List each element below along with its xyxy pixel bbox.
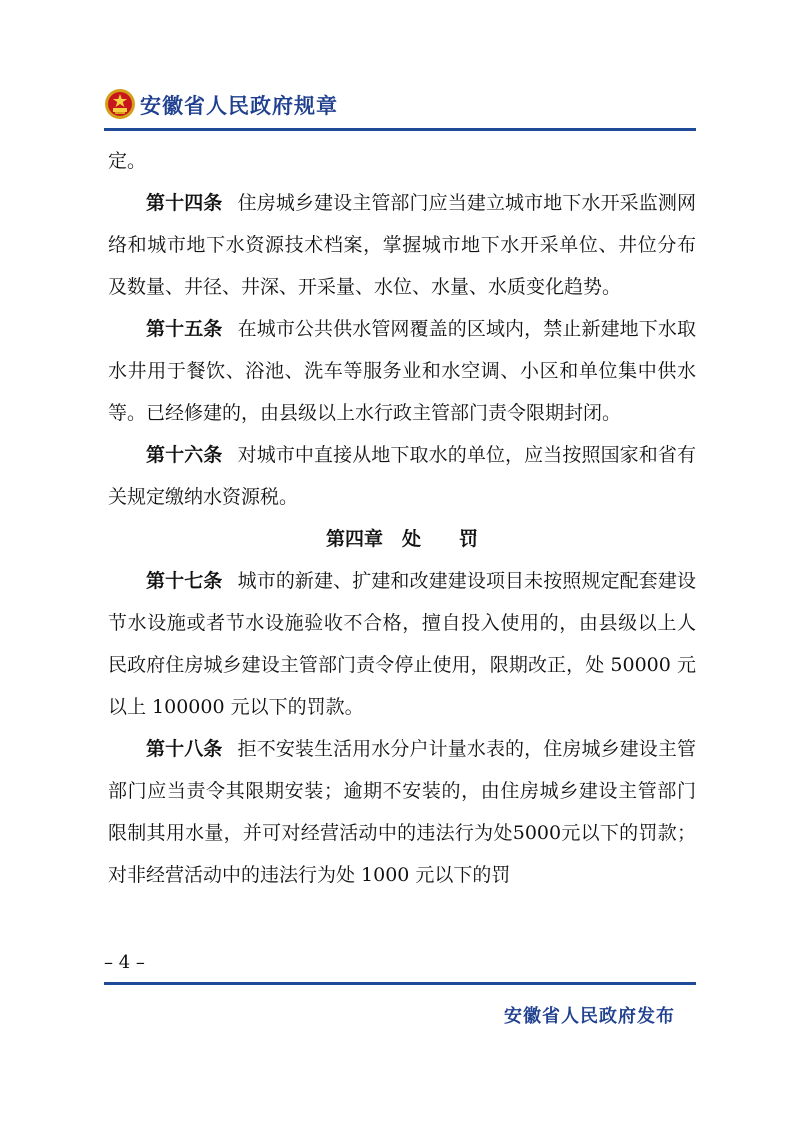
article-number: 第十六条 <box>146 444 223 466</box>
article-paragraph <box>108 434 696 518</box>
header-divider <box>104 128 696 131</box>
header-title: 安徽省人民政府规章 <box>140 94 338 118</box>
document-body <box>108 140 696 896</box>
article-number: 第十八条 <box>146 738 223 760</box>
footer-divider <box>104 982 696 985</box>
article-text: 在城市公共供水管网覆盖的区域内，禁止新建地下水取水井用于餐饮、浴池、洗车等服务业和水空调、小区和单位集中供水等。已经修建的，由县级以上水行政主管部门责令限期封闭。 <box>108 318 696 424</box>
article-text: 城市的新建、扩建和改建建设项目未按照规定配套建设节水设施或者节水设施验收不合格，擅自投入使用的，由县级以上人民政府住房城乡建设主管部门责令停止使用，限期改正，处 50000 元以上 100000 元以下的罚款。 <box>108 570 696 718</box>
article-text: 对城市中直接从地下取水的单位，应当按照国家和省有关规定缴纳水资源税。 <box>108 444 696 508</box>
page-header <box>104 88 696 128</box>
continuation-text: 定。 <box>108 150 147 172</box>
article-text: 拒不安装生活用水分户计量水表的，住房城乡建设主管部门应当责令其限期安装；逾期不安装的，由住房城乡建设主管部门限制其用水量，并可对经营活动中的违法行为处5000元以下的罚款；对非经营活动中的违法行为处 1000 元以下的罚 <box>108 738 696 886</box>
article-paragraph <box>108 560 696 728</box>
article-paragraph <box>108 728 696 896</box>
footer-publisher: 安徽省人民政府发布 <box>504 1006 675 1027</box>
article-number: 第十四条 <box>146 192 223 214</box>
article-paragraph <box>108 308 696 434</box>
page-number: – 4 – <box>104 952 145 973</box>
article-number: 第十五条 <box>146 318 223 340</box>
national-emblem-icon <box>104 88 136 120</box>
article-paragraph <box>108 182 696 308</box>
chapter-heading: 第四章 处 罚 <box>325 528 478 550</box>
article-number: 第十七条 <box>146 570 223 592</box>
article-text: 住房城乡建设主管部门应当建立城市地下水开采监测网络和城市地下水资源技术档案，掌握城市地下水开采单位、井位分布及数量、井径、井深、开采量、水位、水量、水质变化趋势。 <box>108 192 696 298</box>
